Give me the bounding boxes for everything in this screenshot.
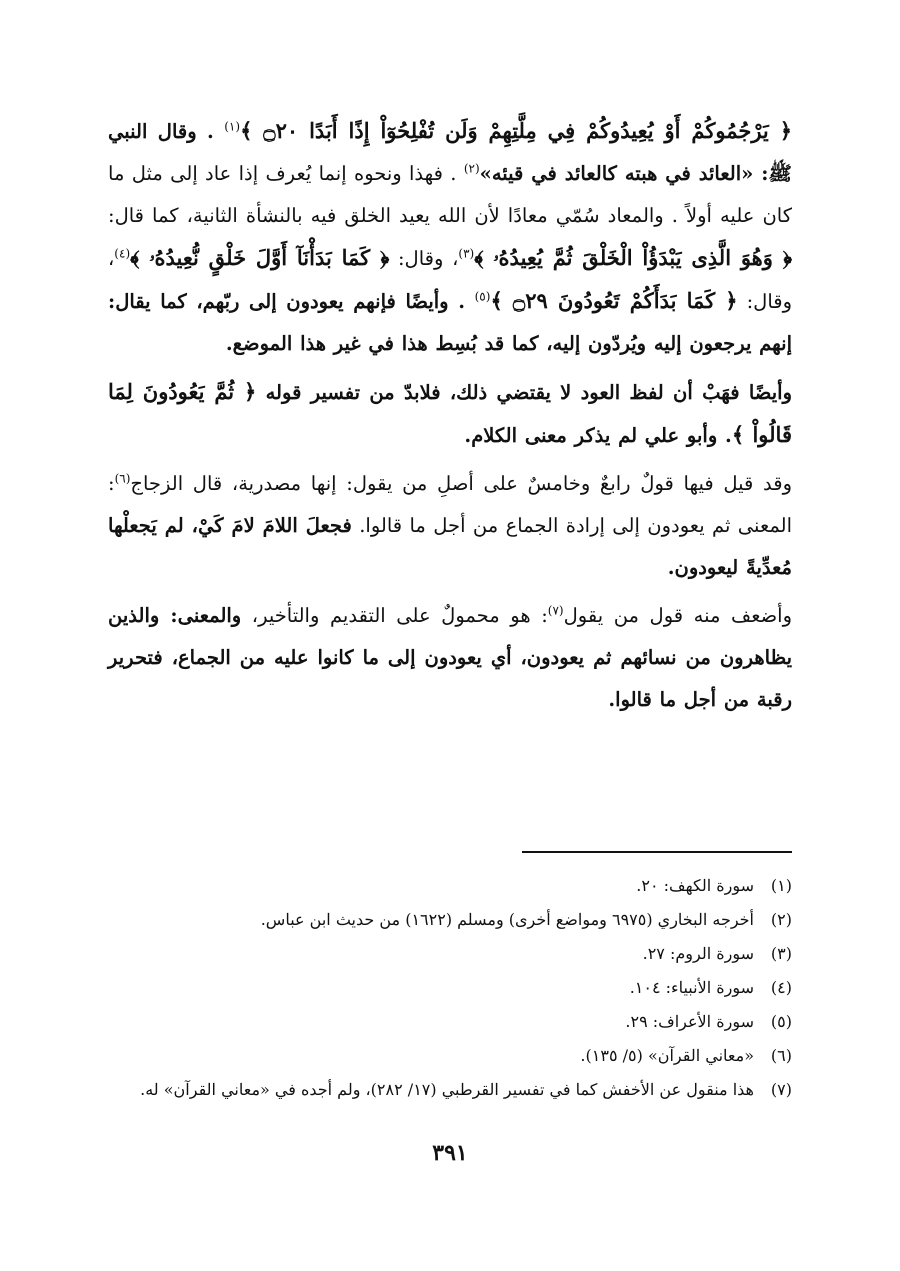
footnote-text: أخرجه البخاري (٦٩٧٥ ومواضع أخرى) ومسلم (١٦٢٢) من حديث ابن عباس. bbox=[260, 910, 754, 929]
paragraph-4 bbox=[108, 595, 792, 721]
footnote-ref: (٦) bbox=[114, 471, 131, 486]
book-page bbox=[108, 110, 792, 1271]
footnote-item bbox=[108, 971, 792, 1005]
text-segment: . فهذا ونحوه إنما يُعرف إذا عاد إلى مثل ما كان عليه أولاً . والمعاد سُمّي معادًا لأن الله يعيد الخلق فيه بالنشأة الثانية، كما قال: bbox=[108, 162, 792, 227]
footnote-item bbox=[108, 1005, 792, 1039]
footnote-number: (٥) bbox=[770, 1012, 792, 1031]
text-segment: ، وقال: bbox=[108, 247, 793, 313]
text-segment: . وأبو علي لم يذكر معنى الكلام. bbox=[464, 424, 732, 447]
footnote-number: (٢) bbox=[770, 910, 792, 929]
footnote-item bbox=[108, 869, 792, 903]
footnote-number: (٤) bbox=[770, 978, 792, 997]
footnote-text: سورة الكهف: ٢٠. bbox=[636, 876, 754, 895]
footnote-ref: (٢) bbox=[463, 161, 480, 176]
footnote-item bbox=[108, 937, 792, 971]
footnote-item bbox=[108, 903, 792, 937]
footnote-item bbox=[108, 1073, 792, 1107]
text-segment: . وقال النبي ﷺ: «العائد في هبته كالعائد في قيئه» bbox=[108, 120, 792, 185]
page-number: ٣٩١ bbox=[432, 1140, 468, 1166]
footnote-number: (١) bbox=[770, 876, 792, 895]
footnote-text: هذا منقول عن الأخفش كما في تفسير القرطبي (١٧/ ٢٨٢)، ولم أجده في «معاني القرآن» له. bbox=[140, 1080, 754, 1099]
footnote-text: سورة الأعراف: ٢٩. bbox=[625, 1012, 754, 1031]
paragraph-3 bbox=[108, 463, 792, 589]
footnote-ref: (٥) bbox=[474, 289, 491, 304]
footnote-number: (٦) bbox=[770, 1046, 792, 1065]
text-segment: : المعنى ثم يعودون إلى إرادة الجماع من أجل ما قالوا. bbox=[108, 472, 792, 537]
footnote-ref: (٣) bbox=[458, 246, 475, 261]
paragraph-1 bbox=[108, 110, 792, 365]
quran-verse: ﴿ يَرْجُمُوكُمْ أَوْ يُعِيدُوكُمْ فِي مِلَّتِهِمْ وَلَن تُفْلِحُوٓاْ إِذًا أَبَدًا ۝٢٠ ﴾ bbox=[240, 118, 792, 143]
footnote-number: (٧) bbox=[770, 1080, 792, 1099]
footnote-text: سورة الروم: ٢٧. bbox=[642, 944, 754, 963]
main-text bbox=[108, 110, 792, 721]
quran-verse: ﴿ ثُمَّ يَعُودُونَ لِمَا قَالُواْ ﴾ bbox=[108, 379, 792, 447]
text-segment: وأيضًا فهَبْ أن لفظ العود لا يقتضي ذلك، فلابدّ من تفسير قوله bbox=[256, 381, 792, 404]
text-segment: فجعلَ اللامَ لامَ كَيْ، لم يَجعلْها مُعدِّيةً ليعودون. bbox=[108, 514, 792, 579]
text-segment: وأضعف منه قول من يقول bbox=[563, 604, 792, 627]
footnote-ref: (٤) bbox=[114, 246, 131, 261]
text-segment: : هو محمولٌ على التقديم والتأخير، bbox=[241, 604, 548, 627]
text-segment: وقد قيل فيها قولٌ رابعٌ وخامسٌ على أصلِ من يقول: إنها مصدرية، قال الزجاج bbox=[130, 472, 792, 495]
footnote-text: «معاني القرآن» (٥/ ١٣٥). bbox=[580, 1046, 754, 1065]
footnotes-list bbox=[108, 869, 792, 1107]
footnote-divider bbox=[522, 851, 792, 853]
footnote-item bbox=[108, 1039, 792, 1073]
footnote-text: سورة الأنبياء: ١٠٤. bbox=[629, 978, 754, 997]
footnote-ref: (٧) bbox=[547, 603, 564, 618]
text-segment: والمعنى: والذين يظاهرون من نسائهم ثم يعودون، أي يعودون إلى ما كانوا عليه من الجماع، فتحرير رقبة من أجل ما قالوا. bbox=[108, 604, 792, 711]
text-segment: . وأيضًا فإنهم يعودون إلى ربّهم، كما يقال: إنهم يرجعون إليه ويُردّون إليه، كما قد بُسِط هذا في غير هذا الموضع. bbox=[108, 290, 792, 355]
text-segment: ، وقال: bbox=[389, 247, 459, 270]
footnote-ref: (١) bbox=[224, 119, 241, 134]
footnote-number: (٣) bbox=[770, 944, 792, 963]
quran-verse: ﴿ وَهُوَ الَّذِى يَبْدَؤُاْ الْخَلْقَ ثُمَّ يُعِيدُهُۥ ﴾ bbox=[474, 245, 792, 270]
quran-verse: ﴿ كَمَا بَدَأَكُمْ تَعُودُونَ ۝٢٩ ﴾ bbox=[490, 288, 738, 313]
quran-verse: ﴿ كَمَا بَدَأْنَآ أَوَّلَ خَلْقٍ نُّعِيدُهُۥ ﴾ bbox=[130, 245, 390, 270]
paragraph-2 bbox=[108, 371, 792, 457]
